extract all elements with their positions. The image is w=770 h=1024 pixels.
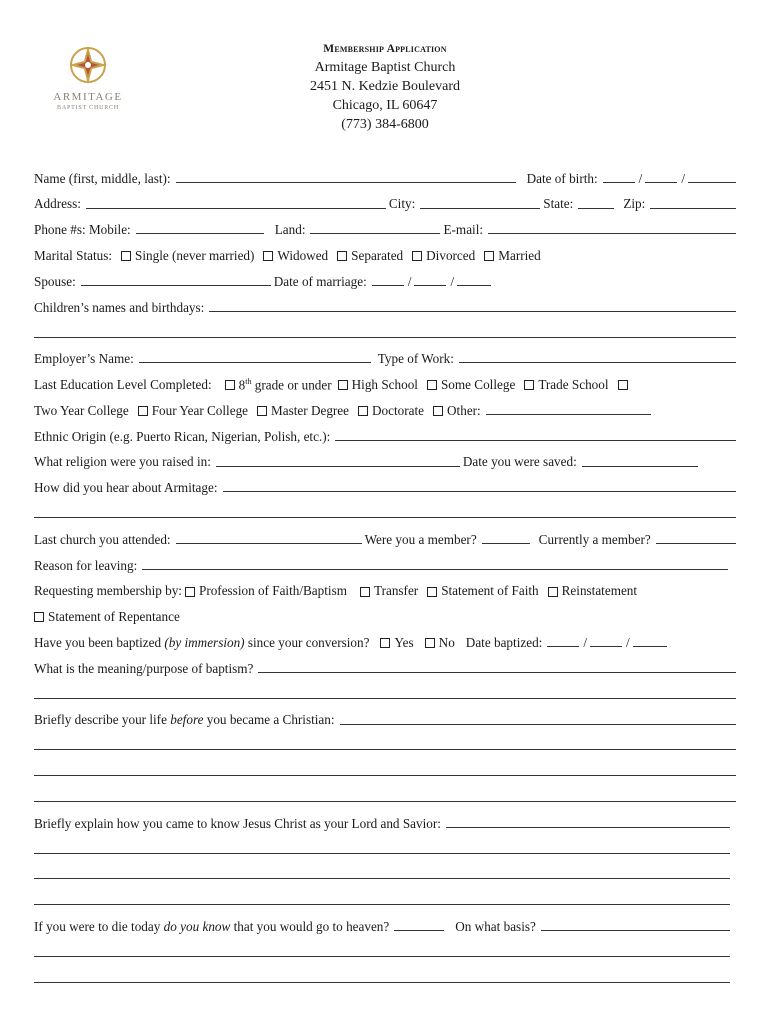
meaning-field-line-2[interactable]: [34, 678, 736, 704]
single-label: Single (never married): [135, 247, 255, 263]
profession-checkbox[interactable]: [185, 587, 195, 597]
work-type-field[interactable]: [459, 361, 736, 363]
two-year-college-label: Two Year College: [34, 402, 129, 418]
four-year-college-checkbox[interactable]: [138, 406, 148, 416]
education-row: [34, 368, 736, 394]
some-college-label: Some College: [440, 376, 516, 392]
testimony-line-4[interactable]: [34, 884, 730, 910]
baptized-no-checkbox[interactable]: [425, 638, 435, 648]
testimony-label: Briefly explain how you came to know Jesus Christ as your Lord and Savior:: [34, 815, 441, 831]
were-member-field[interactable]: [482, 542, 530, 544]
repentance-label: Statement of Repentance: [48, 609, 180, 625]
spouse-field[interactable]: [81, 284, 271, 286]
married-label: Married: [498, 247, 541, 263]
doctorate-checkbox[interactable]: [358, 406, 368, 416]
saved-date-field[interactable]: [582, 465, 698, 467]
life-before-line-3[interactable]: [34, 755, 736, 781]
date-baptized-label: Date baptized:: [465, 634, 543, 650]
master-degree-checkbox[interactable]: [257, 406, 267, 416]
widowed-label: Widowed: [277, 247, 329, 263]
basis-line-3[interactable]: [34, 962, 730, 988]
marital-row: [34, 239, 736, 265]
letterhead: [260, 40, 510, 134]
baptized-day-field[interactable]: [590, 645, 622, 647]
currently-member-field[interactable]: [656, 542, 736, 544]
high-school-label: High School: [351, 376, 418, 392]
zip-label: Zip:: [623, 196, 646, 212]
phone-row: [34, 214, 736, 240]
divorced-label: Divorced: [426, 247, 476, 263]
profession-label: Profession of Faith/Baptism: [198, 583, 347, 599]
work-type-label: Type of Work:: [377, 351, 454, 367]
address-field[interactable]: [86, 207, 386, 209]
baptized-label: Have you been baptized (by immersion) since your conversion?: [34, 634, 370, 650]
life-before-row: [34, 704, 736, 730]
widowed-checkbox[interactable]: [263, 251, 273, 261]
reason-row: [34, 549, 736, 575]
name-field[interactable]: [176, 181, 516, 183]
ethnic-row: [34, 420, 736, 446]
requesting-row: [34, 575, 736, 601]
transfer-label: Transfer: [373, 583, 419, 599]
religion-label: What religion were you raised in:: [34, 454, 211, 470]
other-label: Other:: [447, 402, 481, 418]
state-label: State:: [543, 196, 574, 212]
name-row: Name (first, middle, last): Date of birth: / /: [34, 162, 736, 188]
employer-label: Employer’s Name:: [34, 351, 134, 367]
statement-faith-checkbox[interactable]: [427, 587, 437, 597]
life-before-label: Briefly describe your life before you became a Christian:: [34, 712, 335, 728]
repentance-row: [34, 601, 736, 627]
edu-8th-label: 8th grade or under: [238, 376, 332, 392]
marriage-year-field[interactable]: [457, 284, 491, 286]
logo-brand-subtext: BAPTIST CHURCH: [57, 105, 119, 111]
email-label: E-mail:: [443, 222, 484, 238]
church-logo: [52, 42, 124, 111]
four-year-college-label: Four Year College: [151, 402, 249, 418]
state-field[interactable]: [578, 207, 614, 209]
heard-field-line-2[interactable]: [34, 497, 736, 523]
heard-label: How did you hear about Armitage:: [34, 480, 218, 496]
heard-field[interactable]: [223, 490, 737, 492]
city-field[interactable]: [420, 207, 540, 209]
baptized-no-label: No: [438, 634, 455, 650]
repentance-checkbox[interactable]: [34, 612, 44, 622]
employer-row: [34, 343, 736, 369]
church-city: Chicago, IL 60647: [332, 98, 438, 113]
children-field[interactable]: [209, 310, 736, 312]
email-field[interactable]: [488, 232, 736, 234]
last-church-field[interactable]: [176, 542, 362, 544]
education-label: Last Education Level Completed:: [34, 376, 212, 392]
zip-field[interactable]: [650, 207, 736, 209]
ethnic-field[interactable]: [335, 439, 736, 441]
testimony-field[interactable]: [446, 826, 730, 828]
reinstatement-label: Reinstatement: [561, 583, 638, 599]
trade-school-checkbox[interactable]: [524, 380, 534, 390]
ethnic-label: Ethnic Origin (e.g. Puerto Rican, Nigerian, Polish, etc.):: [34, 428, 331, 444]
other-field[interactable]: [486, 413, 651, 415]
master-degree-label: Master Degree: [271, 402, 350, 418]
logo-brand-text: ARMITAGE: [53, 91, 123, 103]
transfer-checkbox[interactable]: [360, 587, 370, 597]
name-label: Name (first, middle, last):: [34, 170, 171, 186]
life-before-field[interactable]: [340, 723, 736, 725]
meaning-row: [34, 652, 736, 678]
reinstatement-checkbox[interactable]: [548, 587, 558, 597]
marriage-month-field[interactable]: [372, 284, 404, 286]
requesting-label: Requesting membership by:: [34, 583, 182, 599]
separated-label: Separated: [351, 247, 404, 263]
last-church-row: [34, 523, 736, 549]
religion-row: [34, 446, 736, 472]
dob-year-field[interactable]: [688, 181, 736, 183]
heaven-label: If you were to die today do you know that you would go to heaven?: [34, 918, 390, 934]
city-label: City:: [388, 196, 416, 212]
baptized-year-field[interactable]: [633, 645, 667, 647]
employer-field[interactable]: [139, 361, 371, 363]
life-before-line-4[interactable]: [34, 781, 736, 807]
last-church-label: Last church you attended:: [34, 531, 171, 547]
single-checkbox[interactable]: [121, 251, 131, 261]
life-before-line-2[interactable]: [34, 730, 736, 756]
baptized-row: Have you been baptized (by immersion) since your conversion? Yes No Date baptized: / /: [34, 626, 736, 652]
cross-emblem-icon: [65, 42, 111, 88]
two-year-college-checkbox[interactable]: [618, 380, 628, 390]
church-street: 2451 N. Kedzie Boulevard: [309, 79, 461, 94]
education-row-2: [34, 394, 736, 420]
married-checkbox[interactable]: [484, 251, 494, 261]
membership-form: [34, 162, 736, 988]
testimony-row: [34, 807, 736, 833]
meaning-field[interactable]: [258, 671, 736, 673]
meaning-label: What is the meaning/purpose of baptism?: [34, 660, 254, 676]
religion-field[interactable]: [216, 465, 460, 467]
marital-label: Marital Status:: [34, 247, 113, 263]
were-member-label: Were you a member?: [364, 531, 477, 547]
divorced-checkbox[interactable]: [412, 251, 422, 261]
high-school-checkbox[interactable]: [338, 380, 348, 390]
other-checkbox[interactable]: [433, 406, 443, 416]
testimony-line-2[interactable]: [34, 833, 730, 859]
doctorate-label: Doctorate: [372, 402, 425, 418]
currently-member-label: Currently a member?: [538, 531, 651, 547]
baptized-yes-checkbox[interactable]: [380, 638, 390, 648]
children-row: [34, 291, 736, 317]
statement-faith-label: Statement of Faith: [441, 583, 539, 599]
heaven-answer-field[interactable]: [394, 929, 444, 931]
baptized-month-field[interactable]: [547, 645, 579, 647]
reason-label: Reason for leaving:: [34, 557, 138, 573]
marriage-day-field[interactable]: [414, 284, 446, 286]
separated-checkbox[interactable]: [337, 251, 347, 261]
mobile-field[interactable]: [136, 232, 264, 234]
land-label: Land:: [274, 222, 306, 238]
baptized-yes-label: Yes: [394, 634, 414, 650]
spouse-label: Spouse:: [34, 273, 76, 289]
testimony-line-3[interactable]: [34, 859, 730, 885]
dob-label: Date of birth:: [526, 170, 598, 186]
saved-date-label: Date you were saved:: [462, 454, 577, 470]
church-name: Armitage Baptist Church: [314, 60, 456, 75]
mobile-label: Phone #s: Mobile:: [34, 222, 131, 238]
children-field-line-2[interactable]: [34, 317, 736, 343]
some-college-checkbox[interactable]: [427, 380, 437, 390]
edu-8th-checkbox[interactable]: [225, 380, 235, 390]
basis-field[interactable]: [541, 929, 730, 931]
church-phone: (773) 384-6800: [341, 117, 429, 132]
marriage-date-label: Date of marriage:: [273, 273, 367, 289]
dob-day-field[interactable]: [645, 181, 677, 183]
reason-field[interactable]: [142, 568, 728, 570]
dob-month-field[interactable]: [603, 181, 635, 183]
heard-row: [34, 472, 736, 498]
spouse-row: Spouse: Date of marriage: / /: [34, 265, 736, 291]
children-label: Children’s names and birthdays:: [34, 299, 205, 315]
basis-label: On what basis?: [455, 918, 536, 934]
heaven-row: [34, 910, 736, 936]
address-label: Address:: [34, 196, 81, 212]
address-row: [34, 188, 736, 214]
form-title: Membership Application: [323, 43, 447, 55]
land-field[interactable]: [310, 232, 440, 234]
trade-school-label: Trade School: [538, 376, 609, 392]
basis-line-2[interactable]: [34, 936, 730, 962]
